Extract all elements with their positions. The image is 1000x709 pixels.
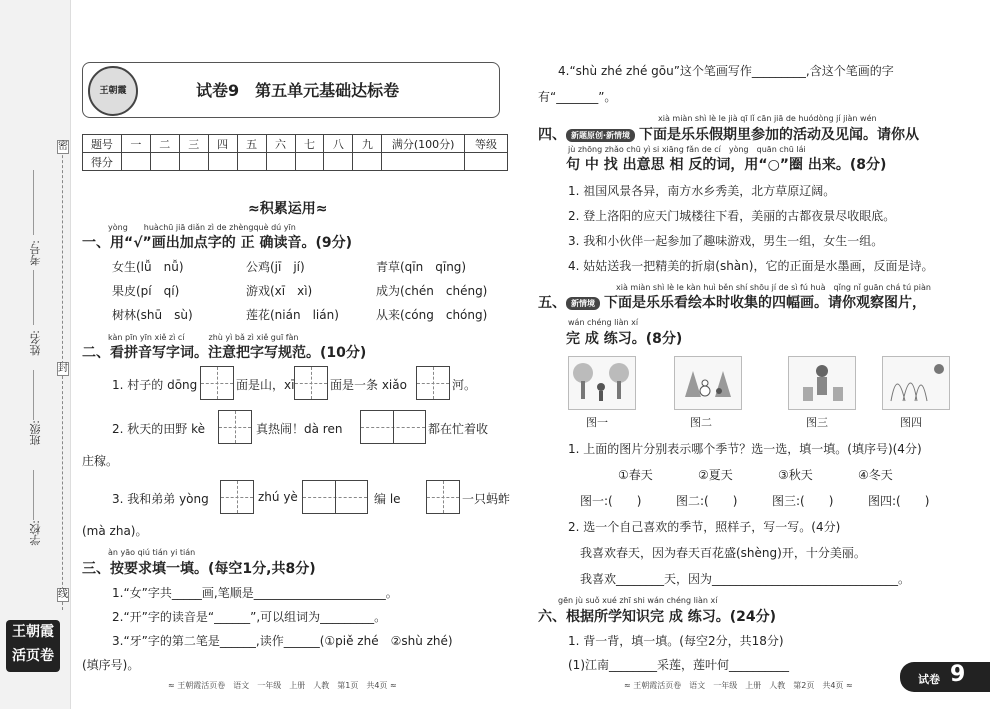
score-cell: 九 (353, 135, 382, 153)
s4-heading (538, 124, 919, 144)
badge-number: 9 (950, 662, 966, 687)
s4-prefix: 四、 (538, 127, 566, 143)
score-cell: 四 (208, 135, 237, 153)
writing-grid-double[interactable] (360, 410, 426, 444)
s4-tag: 新题原创·新情境 (566, 129, 635, 142)
page-footer: ≈ 王朝霞活页卷 语文 一年级 上册 人教 第1页 共4页 ≈ (168, 681, 397, 690)
score-cell: 八 (324, 135, 353, 153)
s1-item[interactable]: 莲花(nián lián) (246, 308, 339, 322)
s6-q1: 1. 背一背，填一填。(每空2分，共18分) (568, 634, 784, 648)
score-cell: 五 (237, 135, 266, 153)
season-picture-4 (882, 356, 950, 410)
s1-heading: 一、用“√”画出加点字的 正 确读音。(9分) (82, 235, 353, 251)
s2-text: 都在忙着收 (428, 422, 489, 436)
s3-line[interactable]: 3.“牙”字的第二笔是______,读作______(①piě zhé ②shù zhé) (112, 634, 453, 648)
seal-mark-top: 密 (58, 141, 68, 152)
class-line (33, 370, 34, 420)
answer-blank[interactable]: 图二:( ) (676, 494, 738, 508)
s2-pinyin: kàn pīn yīn xiě zì cí zhù yì bǎ zì xiě guī fàn (108, 333, 299, 342)
writing-grid[interactable] (218, 410, 252, 444)
brand-line-2: 活页卷 (12, 648, 54, 664)
score-cell: 六 (266, 135, 295, 153)
score-input-cell[interactable] (353, 153, 382, 171)
writing-grid[interactable] (294, 366, 328, 400)
publisher-logo: 王朝霞 (88, 66, 138, 116)
s3-q4-line[interactable]: 有“_______”。 (538, 90, 617, 104)
answer-blank[interactable]: 图一:( ) (580, 494, 642, 508)
brand-line-1: 王朝霞 (12, 624, 54, 640)
score-cell: 三 (179, 135, 208, 153)
s1-item[interactable]: 女生(lǚ nǚ) (112, 260, 184, 274)
score-input-cell[interactable] (237, 153, 266, 171)
s5-q2: 2. 选一个自己喜欢的季节，照样子，写一写。(4分) (568, 520, 841, 534)
s4-pinyin: xià miàn shì lè le jià qī lǐ cān jiā de huódòng jí jiàn wén (658, 114, 877, 123)
s3-heading: 三、按要求填一填。(每空1分,共8分) (82, 561, 316, 577)
picture-caption-1: 图一 (586, 416, 608, 429)
s5-example: 我喜欢春天，因为春天百花盛(shèng)开，十分美丽。 (580, 546, 866, 560)
school-label: 学校: (29, 520, 42, 546)
s5-pinyin: xià miàn shì lè le kàn huì běn shí shōu jí de sì fú huà qǐng nǐ guān chá tú piàn (616, 283, 931, 292)
s6-heading: 六、根据所学知识完 成 练习。(24分) (538, 609, 777, 625)
writing-grid[interactable] (220, 480, 254, 514)
s2-text: 真热闹！dà ren (256, 422, 343, 436)
s2-text: zhú yè (258, 490, 298, 504)
score-input-cell[interactable] (150, 153, 179, 171)
s4-pinyin-2: jù zhōng zhǎo chū yì si xiāng fǎn de cí yòng quān chū lái (568, 145, 806, 154)
s1-item[interactable]: 成为(chén chéng) (376, 284, 488, 298)
score-input-cell[interactable] (121, 153, 150, 171)
s5-tag: 新情境 (566, 297, 600, 310)
s3-line[interactable]: 2.“开”字的读音是“______”,可以组词为_________。 (112, 610, 387, 624)
season-option: ②夏天 (698, 468, 733, 482)
s2-text: (mà zha)。 (82, 524, 148, 538)
score-cell: 满分(100分) (382, 135, 465, 153)
season-picture-2 (674, 356, 742, 410)
s5-q1: 1. 上面的图片分别表示哪个季节？选一选，填一填。(填序号)(4分) (568, 442, 922, 456)
section-banner: ≈积累运用≈ (248, 201, 328, 217)
s3-line: (填序号)。 (82, 658, 140, 672)
s6-pinyin: gēn jù suǒ xué zhī shi wán chéng liàn xí (558, 596, 718, 605)
paper-title: 试卷9 第五单元基础达标卷 (196, 81, 400, 100)
binding-spine (0, 0, 71, 709)
s2-text: 面是山，xī (236, 378, 295, 392)
exam-no-label: 考号: (29, 240, 42, 266)
seal-mark-mid: 封 (58, 363, 68, 374)
s4-heading-2: 句 中 找 出意思 相 反的词，用“○”圈 出来。(8分) (566, 157, 887, 173)
score-input-cell[interactable] (465, 153, 508, 171)
s6-q1a[interactable]: (1)江南________采莲，莲叶何__________ (568, 658, 789, 672)
s4-item[interactable]: 2. 登上洛阳的应天门城楼往下看，美丽的古都夜景尽收眼底。 (568, 209, 896, 223)
s4-item[interactable]: 4. 姑姑送我一把精美的折扇(shàn)，它的正面是水墨画，反面是诗。 (568, 259, 934, 273)
score-value-row (83, 153, 508, 171)
s1-item[interactable]: 公鸡(jī jí) (246, 260, 305, 274)
s2-text: 3. 我和弟弟 yòng (112, 492, 209, 506)
writing-grid[interactable] (416, 366, 450, 400)
exam-no-line (33, 170, 34, 235)
score-cell: 题号 (83, 135, 122, 153)
school-line (33, 470, 34, 520)
s5-heading-2: 完 成 练习。(8分) (566, 331, 683, 347)
score-input-cell[interactable] (295, 153, 324, 171)
s5-fill-line[interactable]: 我喜欢________天，因为_______________________________。 (580, 572, 911, 586)
writing-grid[interactable] (200, 366, 234, 400)
answer-blank[interactable]: 图三:( ) (772, 494, 834, 508)
page-footer: ≈ 王朝霞活页卷 语文 一年级 上册 人教 第2页 共4页 ≈ (624, 681, 853, 690)
s3-line[interactable]: 1.“女”字共_____画,笔顺是______________________。 (112, 586, 398, 600)
s3-q4-line[interactable]: 4.“shù zhé zhé gōu”这个笔画写作_________,含这个笔画的字 (558, 64, 894, 78)
season-option: ③秋天 (778, 468, 813, 482)
s5-heading-text: 下面是乐乐看绘本时收集的四幅画。请你观察图片， (604, 295, 926, 311)
s2-text: 1. 村子的 dōng (112, 378, 198, 392)
season-picture-1 (568, 356, 636, 410)
answer-blank[interactable]: 图四:( ) (868, 494, 930, 508)
s2-text: 一只蚂蚱 (462, 492, 511, 506)
brand-logo (6, 620, 60, 672)
paper-badge (900, 662, 990, 692)
s1-item[interactable]: 果皮(pí qí) (112, 284, 180, 298)
score-input-cell[interactable] (382, 153, 465, 171)
s5-heading (538, 292, 926, 312)
s1-item[interactable]: 树林(shū sù) (112, 308, 193, 322)
s2-text: 2. 秋天的田野 kè (112, 422, 205, 436)
season-option: ①春天 (618, 468, 653, 482)
picture-caption-4: 图四 (900, 416, 922, 429)
name-label: 姓名: (29, 330, 42, 356)
s4-heading-text: 下面是乐乐假期里参加的活动及见闻。请你从 (639, 127, 920, 143)
s2-text: 河。 (452, 378, 477, 392)
badge-label: 试卷 (918, 673, 940, 686)
score-cell: 二 (150, 135, 179, 153)
s5-pinyin-2: wán chéng liàn xí (568, 318, 639, 327)
s2-text: 庄稼。 (82, 454, 119, 468)
s1-item[interactable]: 游戏(xī xì) (246, 284, 313, 298)
picture-caption-3: 图三 (806, 416, 828, 429)
score-input-cell[interactable] (324, 153, 353, 171)
score-input-cell[interactable] (179, 153, 208, 171)
season-picture-3 (788, 356, 856, 410)
s2-heading: 二、看拼音写字词。注意把字写规范。(10分) (82, 345, 367, 361)
score-table (82, 134, 508, 171)
season-option: ④冬天 (858, 468, 893, 482)
name-line (33, 270, 34, 325)
score-header-row (83, 135, 508, 153)
left-page (78, 0, 511, 709)
score-input-cell[interactable] (266, 153, 295, 171)
s3-pinyin: àn yāo qiú tián yi tián (108, 548, 196, 557)
s1-item[interactable]: 从来(cóng chóng) (376, 308, 488, 322)
picture-caption-2: 图二 (690, 416, 712, 429)
s2-text: 编 le (374, 492, 401, 506)
score-cell: 七 (295, 135, 324, 153)
right-page (528, 0, 990, 709)
s2-text: 面是一条 xiǎo (330, 378, 407, 392)
score-cell: 一 (121, 135, 150, 153)
seal-mark-bottom: 线 (58, 589, 68, 600)
s1-item[interactable]: 青草(qīn qīng) (376, 260, 467, 274)
s4-item[interactable]: 3. 我和小伙伴一起参加了趣味游戏，男生一组，女生一组。 (568, 234, 884, 248)
writing-grid[interactable] (426, 480, 460, 514)
score-cell: 等级 (465, 135, 508, 153)
score-cell: 得分 (83, 153, 122, 171)
writing-grid-double[interactable] (302, 480, 368, 514)
score-input-cell[interactable] (208, 153, 237, 171)
s4-item[interactable]: 1. 祖国风景各异，南方水乡秀美，北方草原辽阔。 (568, 184, 836, 198)
s1-pinyin: yòng huàchū jiā diǎn zì de zhèngquè dú yīn (108, 223, 296, 232)
s5-prefix: 五、 (538, 295, 566, 311)
class-label: 班级: (29, 420, 42, 446)
